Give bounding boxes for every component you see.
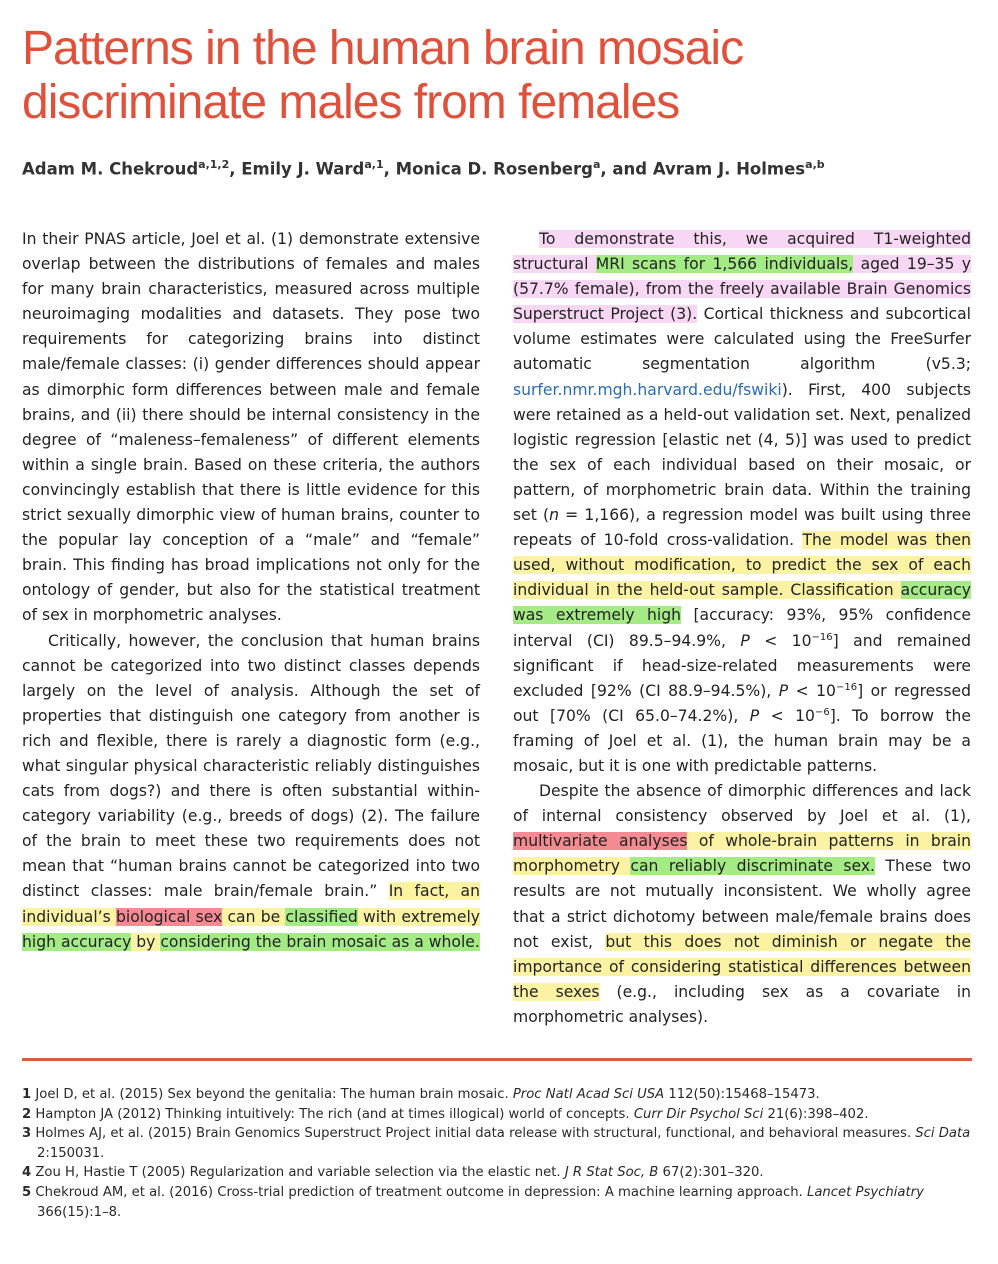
reference-cite: 67(2):301–320. [658,1165,764,1181]
reference-item [22,1163,972,1183]
author-separator: , [383,159,396,179]
highlight-red: multivariate analyses [513,832,688,851]
highlight-yellow: The model was then used, without modification, to predict the sex of each individual in the held-out sample. Classification [513,531,971,600]
body-text: < 10 [749,631,812,650]
author-affiliation: a,1 [364,158,384,171]
reference-number: 3 [22,1126,32,1142]
author-separator: , [229,159,242,179]
reference-item [22,1124,972,1163]
paragraph [22,629,480,955]
highlight-red: biological sex [116,907,223,926]
highlight-yellow: but this does not diminish or negate the importance of considering statistical differences between the sexes [513,932,971,1001]
body-text: ] and remained significant if head-size-related measurements were excluded [92% (CI 88.9–94.5%), [513,631,972,700]
reference-text: Zou H, Hastie T (2005) Regularization and variable selection via the elastic net. [35,1165,565,1181]
reference-cite: 112(50):15468–15473. [664,1087,820,1102]
reference-number: 4 [22,1165,32,1181]
highlight-green: accuracy was extremely high [513,581,971,625]
body-text: = 1,166), a regression model was built using three repeats of 10-fold cross-validation. [513,506,971,550]
body-text: [accuracy: 93%, 95% confidence interval (CI) 89.5–94.9%, [513,606,971,650]
paragraph [513,227,971,779]
reference-text: Holmes AJ, et al. (2015) Brain Genomics Superstruct Project initial data release with structural, functional, and behavioral measures. [35,1126,916,1142]
highlight-pink: To demonstrate this, we acquired T1-weighted structural [513,230,971,274]
author-name[interactable]: Adam M. Chekroud [22,159,199,179]
body-text: ] or regressed out [70% (CI 65.0–74.2%), [513,681,971,725]
reference-journal: Sci Data [915,1126,971,1142]
reference-cite: 21(6):398–402. [763,1106,869,1122]
author-list [22,158,825,179]
reference-journal: J R Stat Soc, B [564,1165,659,1181]
highlight-yellow: can be [222,907,286,926]
exponent: −16 [811,631,833,643]
left-column [22,227,480,955]
body-text: ). First, 400 subjects were retained as a held-out validation set. Next, penalized logistic regression [elastic net (4, 5)] was used to predict the sex of each individual based on their mosaic, or pattern, of morphometric brain data. Within the training set ( [513,380,971,525]
reference-journal: Proc Natl Acad Sci USA [512,1087,665,1102]
body-text: ]. To borrow the framing of Joel et al. (1), the human brain may be a mosaic, but it is one with predictable patterns. [513,706,972,775]
math-var: P [778,681,789,700]
highlight-green: considering the brain mosaic as a whole. [160,932,480,951]
highlight-yellow: by [131,932,161,951]
article-title: Patterns in the human brain mosaic discriminate males from females [22,22,744,129]
author-name[interactable]: Avram J. Holmes [652,159,806,179]
highlight-green: high accuracy [22,932,132,951]
highlight-green: can reliably discriminate sex. [630,857,876,876]
body-text: < 10 [759,706,815,725]
reference-journal: Lancet Psychiatry [806,1184,924,1200]
body-text: (e.g., including sex as a covariate in morphometric analyses). [513,982,971,1026]
reference-item [22,1183,972,1222]
section-divider [22,1058,972,1061]
paragraph [513,779,971,1030]
author-affiliation: a [592,158,601,171]
body-text: Cortical thickness and subcortical volume estimates were calculated using the FreeSurfer automatic segmentation algorithm (v5.3; [513,305,971,374]
highlight-pink: aged 19–35 y (57.7% female), from the freely available Brain Genomics Superstruct Project (3). [513,255,971,324]
math-var: P [749,706,760,725]
math-var: n [549,506,559,525]
freesurfer-link[interactable]: surfer.nmr.mgh.harvard.edu/fswiki [513,380,782,399]
body-text: These two results are not mutually inconsistent. We wholly agree that a strict dichotomy between male/female brains does not exist, [513,857,971,951]
author-affiliation: a,1,2 [198,158,230,171]
right-column [513,227,971,1030]
reference-text: Chekroud AM, et al. (2016) Cross-trial prediction of treatment outcome in depression: A machine learning approach. [35,1184,807,1200]
body-text: Critically, however, the conclusion that human brains cannot be categorized into two distinct classes depends largely on the level of analysis. Although the set of properties that distinguish one category from another is rich and flexible, there is rarely a diagnostic form (e.g., what singular physical characteristic reliably distinguishes cats from dogs?) and there is often substantial within-category variability (e.g., breeds of dogs) (2). The failure of the brain to meet these two requirements does not mean that “human brains cannot be categorized into two distinct classes: male brain/female brain.” [22,631,480,901]
author-separator: , and [600,159,653,179]
reference-text: Joel D, et al. (2015) Sex beyond the genitalia: The human brain mosaic. [35,1087,513,1102]
reference-cite: 366(15):1–8. [37,1204,122,1220]
author-name[interactable]: Emily J. Ward [241,159,365,179]
highlight-yellow: In fact, an individual’s [22,882,480,926]
reference-number: 2 [22,1106,32,1122]
paragraph: In their PNAS article, Joel et al. (1) demonstrate extensive overlap between the distributions of females and males for many brain characteristics, measured across multiple neuroimaging modalities and datasets. They pose two requirements for categorizing brains into distinct male/female classes: (i) gender differences should appear as dimorphic form differences between male and female brains, and (ii) there should be internal consistency in the degree of “maleness–femaleness” of different elements within a single brain. Based on these criteria, the authors convincingly establish that there is little evidence for this strict sexually dimorphic view of human brains, counter to the popular lay conception of a “male” and “female” brain. This finding has broad implications not only for the ontology of gender, but also for the statistical treatment of sex in morphometric analyses. [22,230,480,625]
reference-cite: 2:150031. [37,1145,105,1161]
reference-item [22,1085,972,1105]
author-affiliation: a,b [805,158,825,171]
body-text: < 10 [788,681,836,700]
reference-number: 1 [22,1087,32,1102]
highlight-green: MRI scans for 1,566 individuals, [595,255,854,274]
reference-number: 5 [22,1184,32,1200]
highlight-yellow: of whole-brain patterns in brain morphometry [513,832,972,876]
exponent: −16 [835,681,858,693]
highlight-green: classified [285,907,358,926]
author-name[interactable]: Monica D. Rosenberg [395,159,593,179]
reference-list [22,1085,972,1222]
reference-text: Hampton JA (2012) Thinking intuitively: The rich (and at times illogical) world of concepts. [35,1106,634,1122]
reference-journal: Curr Dir Psychol Sci [633,1106,764,1122]
math-var: P [740,631,750,650]
exponent: −6 [814,706,830,718]
reference-item [22,1105,972,1125]
highlight-yellow: with extremely [357,907,481,926]
body-text: Despite the absence of dimorphic differences and lack of internal consistency observed by Joel et al. (1), [513,782,971,826]
